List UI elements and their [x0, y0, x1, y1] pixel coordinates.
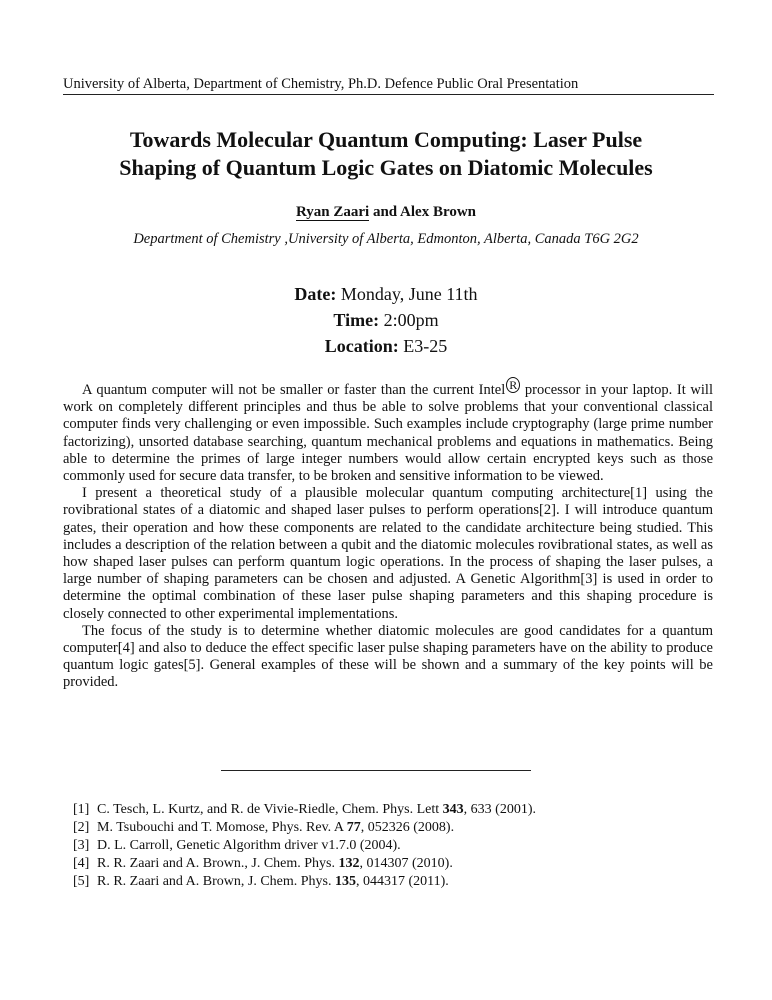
abstract-p1-rest: processor in your laptop. It will work on completely different principles and thus be able to solve problems that your conventional classical computer finds very challenging or even impossible. Such examples include cryptography (large prime number factorizing), unsorted database searching, quantum mechanical problems and equations in mathematics. Being able to determine the primes of large integer numbers would allow certain encrypted keys such as those commonly used for secure data transfer, to be broken and sensitive information to be viewed.	[63, 382, 713, 485]
reference-text: M. Tsubouchi and T. Momose, Phys. Rev. A 77, 052326 (2008).	[97, 820, 455, 835]
date-row	[40, 281, 732, 307]
abstract-paragraph-2: I present a theoretical study of a plausible molecular quantum computing architecture[1] using the rovibrational states of a diatomic and shaped laser pulses to perform operations[2]. I will introduce quantum gates, their operation and how these components are related to the candidate architecture being studied. This includes a description of the relation between a qubit and the diatomic molecules rovibrational states, as well as how shaped laser pulses can perform quantum logic operations. In the process of shaping the laser pulses, a large number of shaping parameters can be chosen and adjusted. A Genetic Algorithm[3] is used in order to determine the optimal combination of these laser pulse shaping parameters and this shaping procedure is closely connected to other experimental implementations.	[63, 485, 713, 622]
abstract-p1-start: A quantum computer will not be smaller or faster than the current Intel	[82, 382, 506, 398]
coauthor-name: Alex Brown	[400, 204, 477, 220]
author-line	[40, 203, 732, 221]
date-label: Date:	[294, 284, 337, 304]
reference-item	[73, 819, 713, 837]
abstract-paragraph-1	[63, 379, 713, 485]
abstract-paragraph-3: The focus of the study is to determine whether diatomic molecules are good candidates for a quantum computer[4] and also to deduce the effect specific laser pulse shaping parameters have on the ability to produce quantum logic gates[5]. General examples of these will be shown and a summary of the key points will be provided.	[63, 622, 713, 691]
reference-number: [5]	[73, 874, 90, 889]
event-details	[40, 281, 732, 359]
reference-text: R. R. Zaari and A. Brown, J. Chem. Phys. 135, 044317 (2011).	[97, 874, 449, 889]
registered-mark: R	[506, 377, 520, 393]
affiliation: Department of Chemistry ,University of Alberta, Edmonton, Alberta, Canada T6G 2G2	[133, 231, 639, 247]
title-line-2: Shaping of Quantum Logic Gates on Diatomic Molecules	[119, 155, 653, 180]
section-divider	[221, 770, 531, 771]
abstract	[63, 379, 713, 692]
reference-number: [3]	[73, 838, 90, 853]
time-row	[40, 307, 732, 333]
location-value: E3-25	[398, 336, 448, 356]
reference-item	[73, 837, 713, 855]
title-line-1: Towards Molecular Quantum Computing: Laser Pulse	[129, 127, 643, 152]
author-conjunction: and	[369, 204, 401, 220]
presenter-name: Ryan Zaari	[295, 204, 370, 220]
reference-text: C. Tesch, L. Kurtz, and R. de Vivie-Riedle, Chem. Phys. Lett 343, 633 (2001).	[97, 802, 536, 817]
location-label: Location:	[324, 336, 399, 356]
time-value: 2:00pm	[379, 310, 439, 330]
document-title	[40, 126, 732, 182]
location-row	[40, 333, 732, 359]
reference-number: [4]	[73, 856, 90, 871]
reference-item	[73, 855, 713, 873]
reference-number: [1]	[73, 802, 90, 817]
date-value: Monday, June 11th	[336, 284, 478, 304]
time-label: Time:	[333, 310, 380, 330]
reference-item	[73, 873, 713, 891]
reference-list	[73, 801, 713, 891]
reference-text: D. L. Carroll, Genetic Algorithm driver v1.7.0 (2004).	[97, 838, 401, 853]
reference-item	[73, 801, 713, 819]
reference-number: [2]	[73, 820, 90, 835]
running-header: University of Alberta, Department of Chemistry, Ph.D. Defence Public Oral Presentation	[63, 76, 714, 95]
reference-text: R. R. Zaari and A. Brown., J. Chem. Phys. 132, 014307 (2010).	[97, 856, 453, 871]
